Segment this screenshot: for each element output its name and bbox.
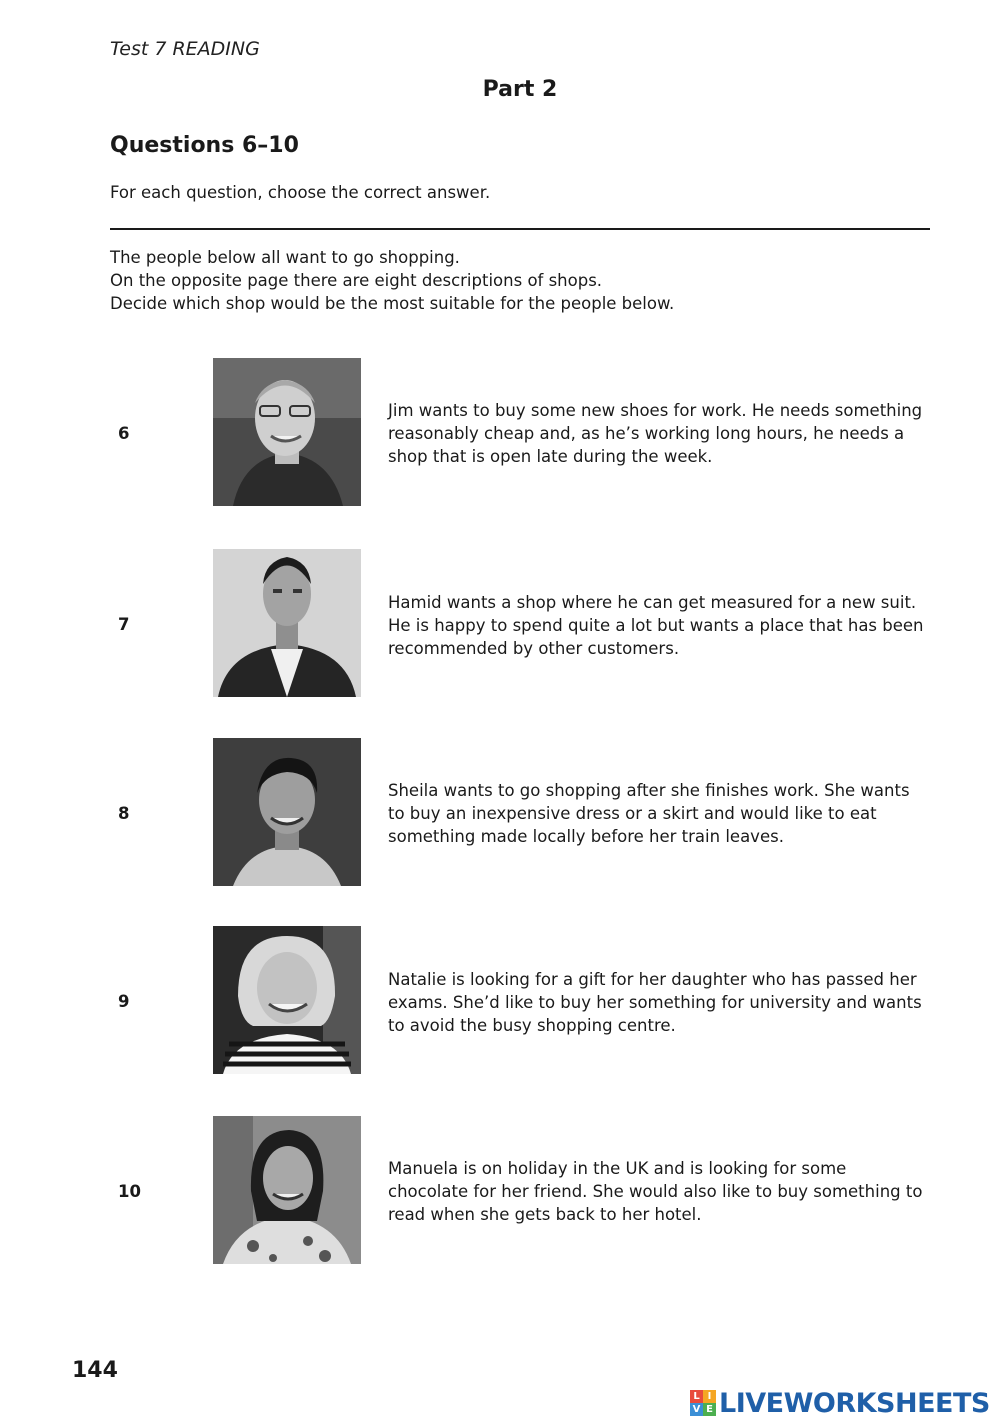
part-title: Part 2 <box>482 77 558 102</box>
description-line: shop that is open late during the week. <box>388 447 713 466</box>
description-line: to buy an inexpensive dress or a skirt and would like to eat <box>388 804 877 823</box>
description-line: He is happy to spend quite a lot but wants a place that has been <box>388 616 924 635</box>
description-line: Sheila wants to go shopping after she finishes work. She wants <box>388 781 910 800</box>
logo-text: LIVEWORKSHEETS <box>719 1387 990 1419</box>
intro-text <box>110 246 674 315</box>
description-line: Natalie is looking for a gift for her daughter who has passed her <box>388 970 917 989</box>
question-number-7: 7 <box>118 615 130 634</box>
description-9 <box>388 968 948 1037</box>
description-line: Hamid wants a shop where he can get measured for a new suit. <box>388 593 917 612</box>
page-number: 144 <box>72 1358 118 1383</box>
person-photo-manuela <box>213 1116 361 1264</box>
liveworksheets-logo[interactable] <box>690 1386 990 1420</box>
question-number-8: 8 <box>118 804 130 823</box>
description-line: something made locally before her train leaves. <box>388 827 784 846</box>
person-photo-jim <box>213 358 361 506</box>
description-line: Manuela is on holiday in the UK and is looking for some <box>388 1159 847 1178</box>
description-6 <box>388 399 948 468</box>
intro-line: On the opposite page there are eight descriptions of shops. <box>110 271 603 290</box>
person-photo-hamid <box>213 549 361 697</box>
question-number-10: 10 <box>118 1182 141 1201</box>
description-line: to avoid the busy shopping centre. <box>388 1016 676 1035</box>
description-line: exams. She’d like to buy her something for university and wants <box>388 993 922 1012</box>
description-line: chocolate for her friend. She would also like to buy something to <box>388 1182 923 1201</box>
person-photo-sheila <box>213 738 361 886</box>
description-7 <box>388 591 948 660</box>
instruction-text: For each question, choose the correct answer. <box>110 183 491 202</box>
logo-mark-icon: L I V E <box>690 1390 716 1416</box>
description-10 <box>388 1157 948 1226</box>
description-line: read when she gets back to her hotel. <box>388 1205 702 1224</box>
description-8 <box>388 779 948 848</box>
question-number-9: 9 <box>118 992 130 1011</box>
description-line: reasonably cheap and, as he’s working long hours, he needs a <box>388 424 905 443</box>
intro-line: The people below all want to go shopping. <box>110 248 460 267</box>
intro-line: Decide which shop would be the most suitable for the people below. <box>110 294 675 313</box>
description-line: Jim wants to buy some new shoes for work. He needs something <box>388 401 923 420</box>
divider <box>110 228 930 230</box>
header-label: Test 7 READING <box>110 38 260 60</box>
description-line: recommended by other customers. <box>388 639 680 658</box>
question-number-6: 6 <box>118 424 130 443</box>
person-photo-natalie <box>213 926 361 1074</box>
questions-title: Questions 6–10 <box>110 133 299 158</box>
